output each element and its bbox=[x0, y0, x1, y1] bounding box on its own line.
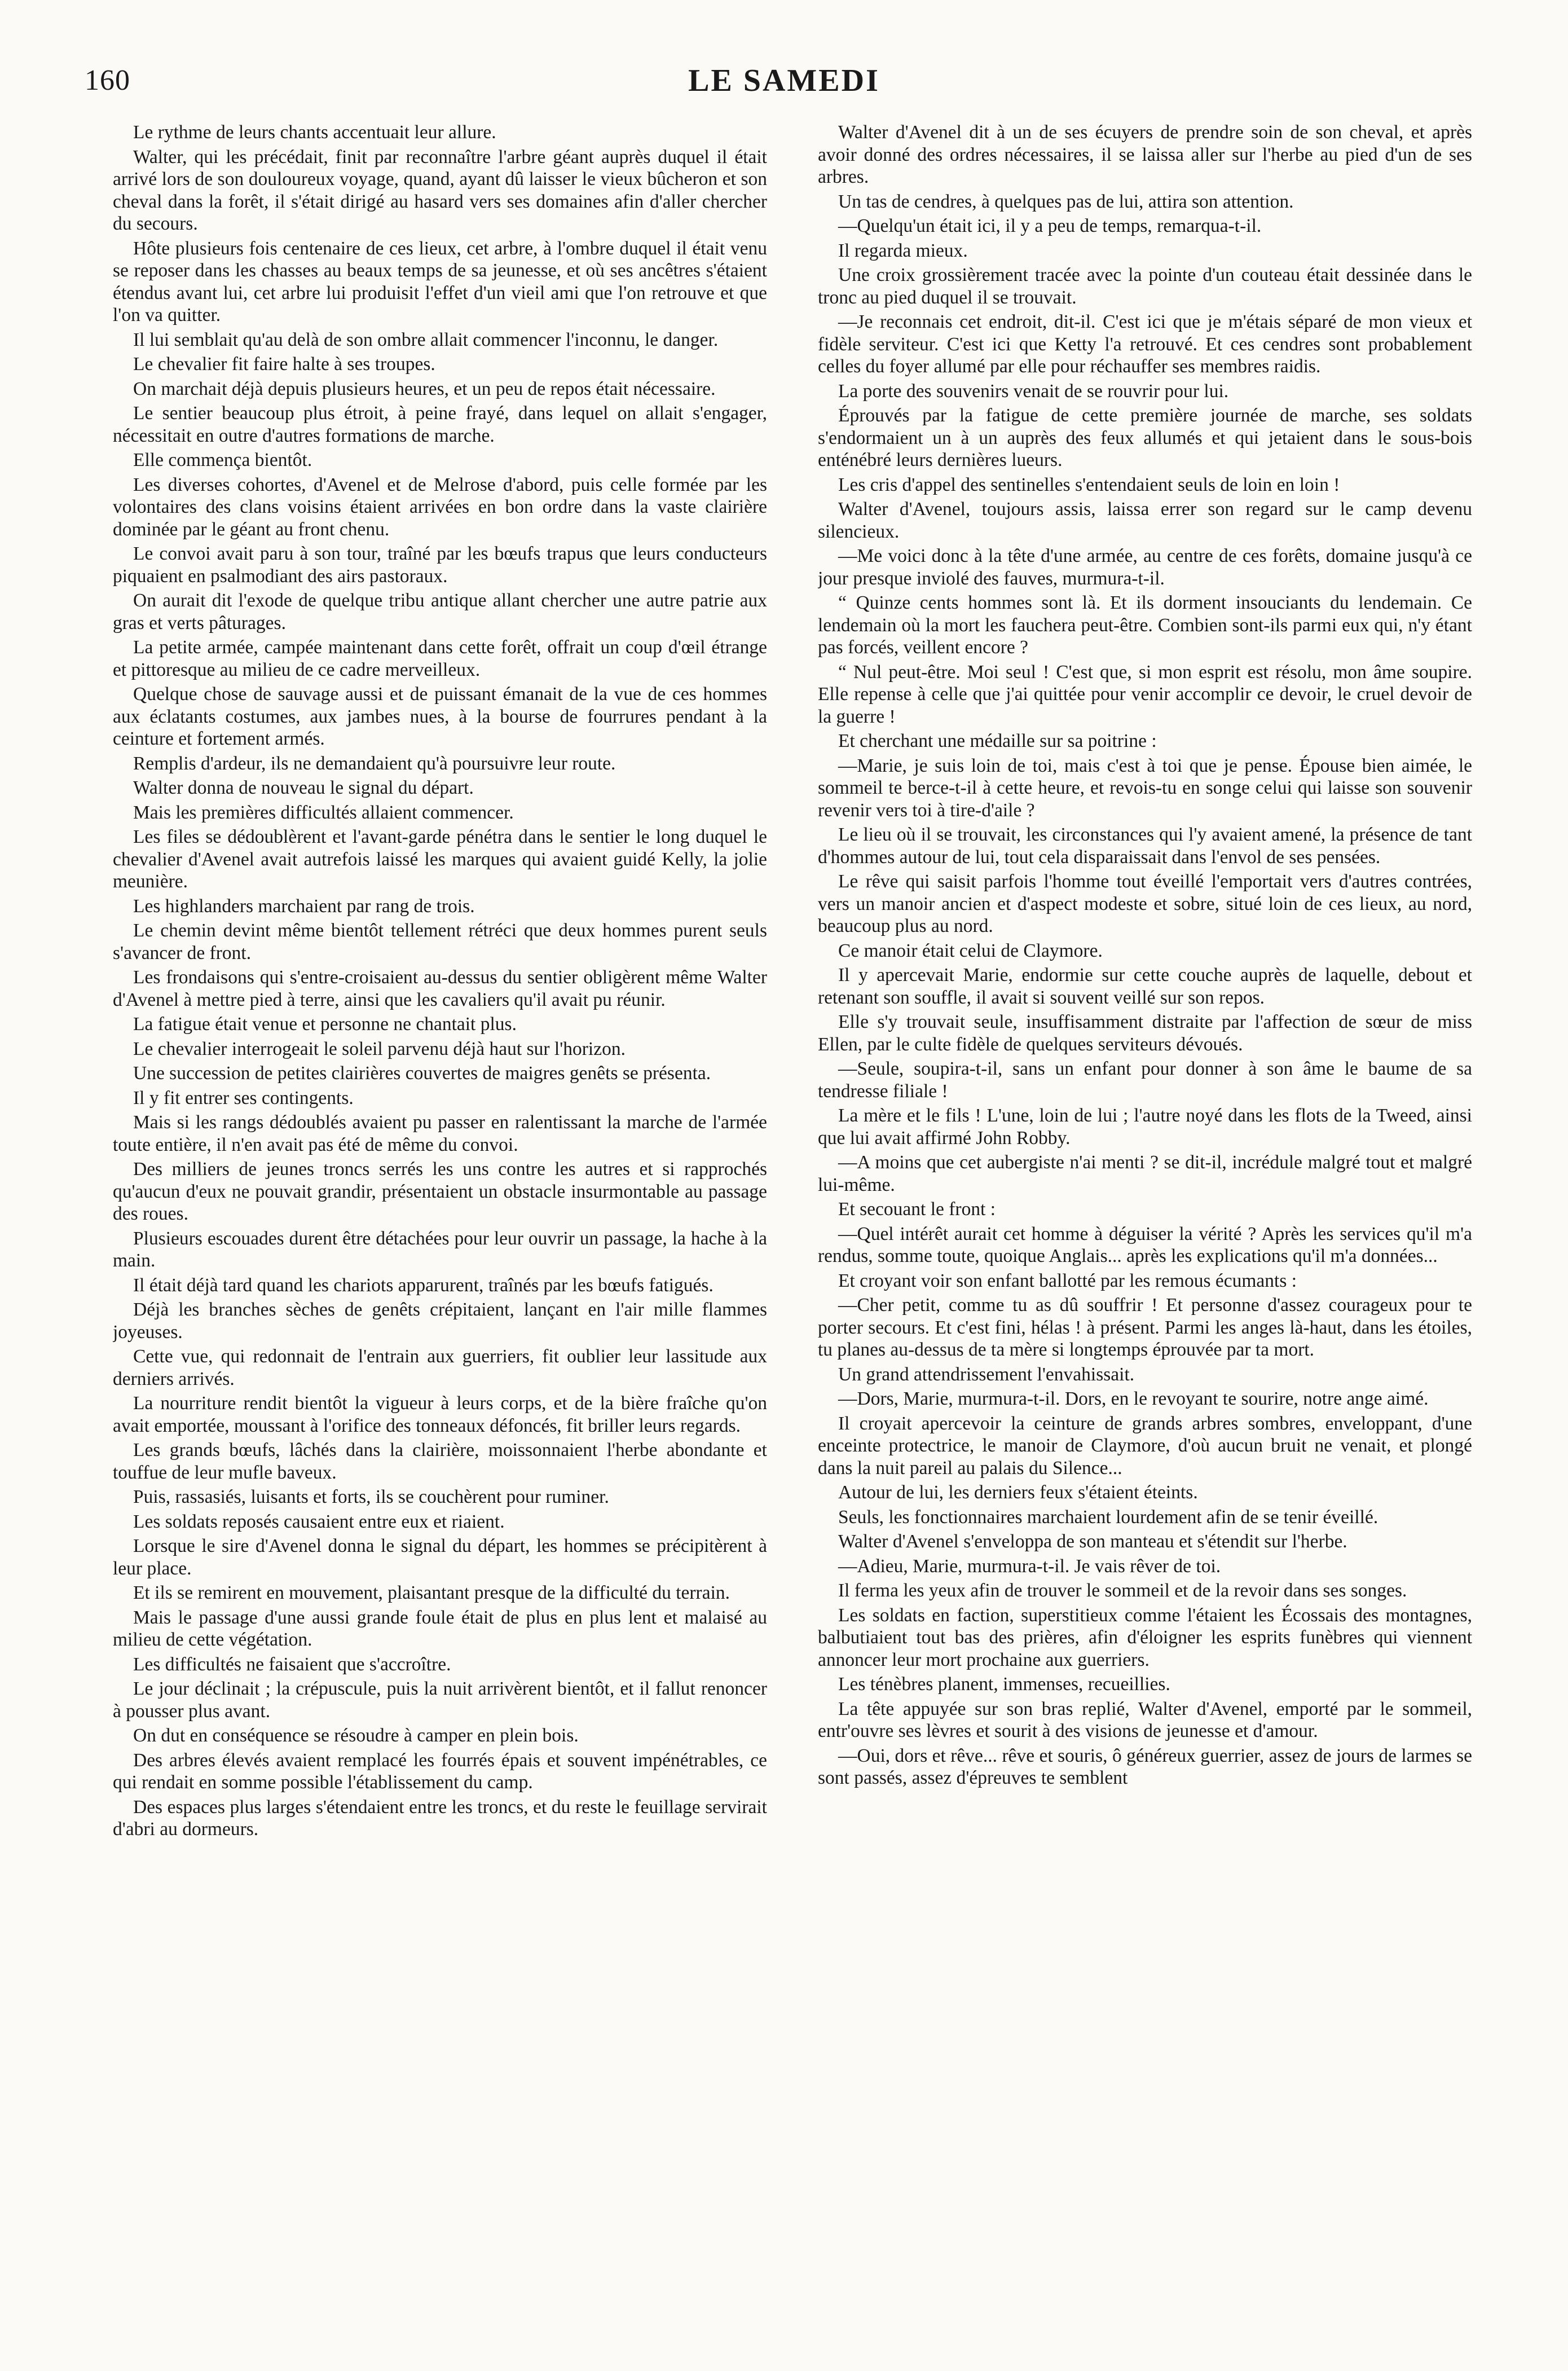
paragraph: Walter d'Avenel, toujours assis, laissa errer son regard sur le camp devenu silencieux. bbox=[818, 499, 1472, 542]
paragraph: Il y fit entrer ses contingents. bbox=[133, 1087, 354, 1108]
paragraph: Plusieurs escouades durent être détachées pour leur ouvrir un passage, la hache à la main. bbox=[113, 1228, 767, 1271]
paragraph: Les highlanders marchaient par rang de trois. bbox=[133, 895, 475, 917]
paragraph: Il croyait apercevoir la ceinture de grands arbres sombres, enveloppant, d'une enceinte protectrice, le manoir de Claymore, d'où aucun bruit ne venait, et plongé dans la nuit pareil au palais du Silence... bbox=[818, 1413, 1472, 1479]
paragraph: Il y apercevait Marie, endormie sur cette couche auprès de laquelle, debout et retenant son souffle, il avait si souvent veillé sur son repos. bbox=[818, 965, 1472, 1008]
paragraph: Remplis d'ardeur, ils ne demandaient qu'à poursuivre leur route. bbox=[133, 753, 616, 774]
paragraph: Le chemin devint même bientôt tellement rétréci que deux hommes purent seuls s'avancer de front. bbox=[113, 920, 767, 964]
paragraph: Et cherchant une médaille sur sa poitrine : bbox=[838, 731, 1157, 751]
paragraph: Le convoi avait paru à son tour, traîné par les bœufs trapus que leurs conducteurs piquaient en psalmodiant des airs pastoraux. bbox=[113, 543, 767, 587]
paragraph: Le sentier beaucoup plus étroit, à peine frayé, dans lequel on allait s'engager, nécessitait en outre d'autres formations de marche. bbox=[113, 403, 767, 446]
paragraph: Il regarda mieux. bbox=[838, 240, 968, 261]
paragraph: —Cher petit, comme tu as dû souffrir ! Et personne d'assez courageux pour te porter secours. Et c'est fini, hélas ! à présent. Parmi les anges là-haut, dans les étoiles, tu planes au-dessus de ta mère si longtemps éprouvée par ta mort. bbox=[818, 1295, 1472, 1360]
paragraph: Les difficultés ne faisaient que s'accroître. bbox=[133, 1653, 451, 1675]
right-column bbox=[818, 121, 1472, 2293]
paragraph: Et ils se remirent en mouvement, plaisantant presque de la difficulté du terrain. bbox=[133, 1582, 730, 1603]
paragraph: Des milliers de jeunes troncs serrés les uns contre les autres et si rapprochés qu'aucun d'eux ne pouvait grandir, présentaient un obstacle insurmontable au passage des roues. bbox=[113, 1159, 767, 1224]
paragraph: Les frondaisons qui s'entre-croisaient au-dessus du sentier obligèrent même Walter d'Avenel à mettre pied à terre, ainsi que les cavaliers qu'il avait pu réunir. bbox=[113, 967, 767, 1010]
paragraph: —Seule, soupira-t-il, sans un enfant pour donner à son âme le baume de sa tendresse filiale ! bbox=[818, 1058, 1472, 1102]
paragraph: Puis, rassasiés, luisants et forts, ils se couchèrent pour ruminer. bbox=[133, 1486, 609, 1507]
paragraph: Le chevalier fit faire halte à ses troupes. bbox=[133, 354, 435, 375]
paragraph: Ce manoir était celui de Claymore. bbox=[838, 940, 1103, 961]
paragraph: Et secouant le front : bbox=[838, 1199, 996, 1220]
paragraph: Les grands bœufs, lâchés dans la clairière, moissonnaient l'herbe abondante et touffue de leur mufle baveux. bbox=[113, 1440, 767, 1483]
paragraph: Le lieu où il se trouvait, les circonstances qui l'y avaient amené, la présence de tant d'hommes autour de lui, tout cela disparaissait dans l'envol de ses pensées. bbox=[818, 824, 1472, 868]
paragraph: Les ténèbres planent, immenses, recueillies. bbox=[838, 1674, 1170, 1695]
paragraph: Walter, qui les précédait, finit par reconnaître l'arbre géant auprès duquel il était arrivé lors de son douloureux voyage, quand, ayant dû laisser le vieux bûcheron et son cheval dans la forêt, il s'était dirigé au hasard vers ses domaines afin d'aller chercher du secours. bbox=[113, 146, 767, 234]
paragraph: La tête appuyée sur son bras replié, Walter d'Avenel, emporté par le sommeil, entr'ouvre ses lèvres et sourit à des visions de jeunesse et d'amour. bbox=[818, 1698, 1472, 1741]
paragraph: Walter d'Avenel s'enveloppa de son manteau et s'étendit sur l'herbe. bbox=[838, 1531, 1347, 1552]
paragraph: —Oui, dors et rêve... rêve et souris, ô généreux guerrier, assez de jours de larmes se sont passés, assez d'épreuves te semblent bbox=[818, 1745, 1472, 1788]
paragraph: La fatigue était venue et personne ne chantait plus. bbox=[133, 1014, 517, 1035]
paragraph: Déjà les branches sèches de genêts crépitaient, lançant en l'air mille flammes joyeuses. bbox=[113, 1299, 767, 1343]
paragraph: —Dors, Marie, murmura-t-il. Dors, en le revoyant te sourire, notre ange aimé. bbox=[838, 1388, 1429, 1409]
paragraph: Et croyant voir son enfant ballotté par les remous écumants : bbox=[838, 1270, 1297, 1291]
paragraph: —A moins que cet aubergiste n'ai menti ? se dit-il, incrédule malgré tout et malgré lui-même. bbox=[818, 1152, 1472, 1195]
paragraph: Des arbres élevés avaient remplacé les fourrés épais et souvent impénétrables, ce qui rendait en somme possible l'établissement du camp. bbox=[113, 1749, 767, 1793]
paragraph: La nourriture rendit bientôt la vigueur à leurs corps, et de la bière fraîche qu'on avait emportée, moussant à l'orifice des tonneaux défoncés, fit briller leurs regards. bbox=[113, 1393, 767, 1436]
paragraph: Seuls, les fonctionnaires marchaient lourdement afin de se tenir éveillé. bbox=[838, 1506, 1378, 1528]
paragraph: —Me voici donc à la tête d'une armée, au centre de ces forêts, domaine jusqu'à ce jour presque inviolé des fauves, murmura-t-il. bbox=[818, 546, 1472, 589]
paragraph: Walter donna de nouveau le signal du départ. bbox=[133, 777, 474, 798]
paragraph: Un tas de cendres, à quelques pas de lui, attira son attention. bbox=[838, 191, 1294, 212]
paragraph: Il lui semblait qu'au delà de son ombre allait commencer l'inconnu, le danger. bbox=[133, 329, 719, 350]
paragraph: —Je reconnais cet endroit, dit-il. C'est ici que je m'étais séparé de mon vieux et fidèle serviteur. C'est ici que Ketty l'a retrouvé. Et ces cendres sont probablement celles du foyer allumé par elle pour réchauffer ses membres raidis. bbox=[818, 311, 1472, 377]
paragraph: Elle commença bientôt. bbox=[133, 450, 312, 470]
paragraph: Une croix grossièrement tracée avec la pointe d'un couteau était dessinée dans le tronc au pied duquel il se trouvait. bbox=[818, 265, 1472, 308]
paragraph: Elle s'y trouvait seule, insuffisamment distraite par l'affection de sœur de miss Ellen, par le culte fidèle de quelques serviteurs dévoués. bbox=[818, 1011, 1472, 1055]
paragraph: Quelque chose de sauvage aussi et de puissant émanait de la vue de ces hommes aux éclatants costumes, aux jambes nues, à la bourse de fourrures pendant à la ceinture et fortement armés. bbox=[113, 684, 767, 749]
paragraph: La petite armée, campée maintenant dans cette forêt, offrait un coup d'œil étrange et pittoresque au milieu de ce cadre merveilleux. bbox=[113, 637, 767, 680]
paragraph: Le chevalier interrogeait le soleil parvenu déjà haut sur l'horizon. bbox=[133, 1038, 626, 1059]
text-columns bbox=[113, 121, 1472, 2293]
paragraph: Les files se dédoublèrent et l'avant-garde pénétra dans le sentier le long duquel le chevalier d'Avenel avait autrefois laissé les marques qui avaient guidé Kelly, la jolie meunière. bbox=[113, 826, 767, 892]
paragraph: Mais les premières difficultés allaient commencer. bbox=[133, 802, 514, 823]
page-number: 160 bbox=[85, 64, 130, 96]
paragraph: Mais si les rangs dédoublés avaient pu passer en ralentissant la marche de l'armée toute entière, il n'en avait pas été de même du convoi. bbox=[113, 1112, 767, 1155]
left-column bbox=[113, 121, 767, 2293]
paragraph: Les cris d'appel des sentinelles s'entendaient seuls de loin en loin ! bbox=[838, 474, 1340, 495]
paragraph: La mère et le fils ! L'une, loin de lui ; l'autre noyé dans les flots de la Tweed, ainsi que lui avait affirmé John Robby. bbox=[818, 1105, 1472, 1149]
paragraph: Le jour déclinait ; la crépuscule, puis la nuit arrivèrent bientôt, et il fallut renoncer à pousser plus avant. bbox=[113, 1678, 767, 1722]
paragraph: Les diverses cohortes, d'Avenel et de Melrose d'abord, puis celle formée par les volontaires des clans voisins étaient arrivées en bon ordre dans la vaste clairière dominée par le géant au front chenu. bbox=[113, 474, 767, 540]
journal-title: LE SAMEDI bbox=[688, 63, 880, 98]
paragraph: On marchait déjà depuis plusieurs heures, et un peu de repos était nécessaire. bbox=[133, 378, 716, 399]
paragraph: Une succession de petites clairières couvertes de maigres genêts se présenta. bbox=[133, 1063, 711, 1084]
paragraph: Un grand attendrissement l'envahissait. bbox=[838, 1363, 1135, 1385]
paragraph: Hôte plusieurs fois centenaire de ces lieux, cet arbre, à l'ombre duquel il était venu se reposer dans les chasses au beaux temps de sa jeunesse, et où ses ancêtres s'étaient étendus avant lui, cet arbre lui produisit l'effet d'un vieil ami que l'on retrouve et que l'on va quitter. bbox=[113, 237, 767, 325]
paragraph: —Quel intérêt aurait cet homme à déguiser la vérité ? Après les services qu'il m'a rendus, somme toute, quoique Anglais... après les explications qu'il m'a données... bbox=[818, 1223, 1472, 1266]
paragraph: “ Quinze cents hommes sont là. Et ils dorment insouciants du lendemain. Ce lendemain où la mort les fauchera peut-être. Combien sont-ils parmi eux qui, n'y étant pas forcés, veillent encore ? bbox=[818, 592, 1472, 658]
paragraph: Les soldats en faction, superstitieux comme l'étaient les Écossais des montagnes, balbutiaient tout bas des prières, afin d'éloigner les esprits funèbres qui viennent annoncer leur mort prochaine aux guerriers. bbox=[818, 1604, 1472, 1670]
paragraph: Autour de lui, les derniers feux s'étaient éteints. bbox=[838, 1482, 1198, 1503]
paragraph: —Adieu, Marie, murmura-t-il. Je vais rêver de toi. bbox=[838, 1555, 1221, 1577]
paragraph: Il était déjà tard quand les chariots apparurent, traînés par les bœufs fatigués. bbox=[133, 1274, 713, 1296]
paragraph: Lorsque le sire d'Avenel donna le signal du départ, les hommes se précipitèrent à leur place. bbox=[113, 1536, 767, 1579]
paragraph: —Marie, je suis loin de toi, mais c'est à toi que je pense. Épouse bien aimée, le sommeil te berce-t-il à cette heure, et revois-tu en songe celui qui laisse son souvenir revenir vers toi à tire-d'aile ? bbox=[818, 755, 1472, 821]
paragraph: Cette vue, qui redonnait de l'entrain aux guerriers, fit oublier leur lassitude aux derniers arrivés. bbox=[113, 1346, 767, 1389]
paragraph: —Quelqu'un était ici, il y a peu de temps, remarqua-t-il. bbox=[838, 215, 1262, 236]
paragraph: Le rythme de leurs chants accentuait leur allure. bbox=[133, 122, 496, 143]
paragraph: Le rêve qui saisit parfois l'homme tout éveillé l'emportait vers d'autres contrées, vers un manoir ancien et d'aspect modeste et sobre, situé loin de ces lieux, au nord, beaucoup plus au nord. bbox=[818, 871, 1472, 936]
paragraph: Les soldats reposés causaient entre eux et riaient. bbox=[133, 1511, 505, 1532]
page-header bbox=[85, 61, 1483, 100]
paragraph: On dut en conséquence se résoudre à camper en plein bois. bbox=[133, 1725, 579, 1746]
paragraph: Éprouvés par la fatigue de cette première journée de marche, ses soldats s'endormaient un à un auprès des feux allumés et qui jetaient dans le sous-bois enténébré leurs dernières lueurs. bbox=[818, 405, 1472, 470]
paragraph: Des espaces plus larges s'étendaient entre les troncs, et du reste le feuillage servirait d'abri au dormeurs. bbox=[113, 1796, 767, 1840]
paragraph: On aurait dit l'exode de quelque tribu antique allant chercher une autre patrie aux gras et verts pâturages. bbox=[113, 590, 767, 634]
paragraph: Il ferma les yeux afin de trouver le sommeil et de la revoir dans ses songes. bbox=[838, 1580, 1407, 1601]
paragraph: La porte des souvenirs venait de se rouvrir pour lui. bbox=[838, 380, 1229, 402]
paragraph: “ Nul peut-être. Moi seul ! C'est que, si mon esprit est résolu, mon âme soupire. Elle repense à celle que j'ai quittée pour venir accomplir ce devoir, le cruel devoir de la guerre ! bbox=[818, 661, 1472, 727]
paragraph: Walter d'Avenel dit à un de ses écuyers de prendre soin de son cheval, et après avoir donné des ordres nécessaires, il se laissa aller sur l'herbe au pied d'un de ses arbres. bbox=[818, 122, 1472, 187]
paragraph: Mais le passage d'une aussi grande foule était de plus en plus lent et malaisé au milieu de cette végétation. bbox=[113, 1607, 767, 1650]
